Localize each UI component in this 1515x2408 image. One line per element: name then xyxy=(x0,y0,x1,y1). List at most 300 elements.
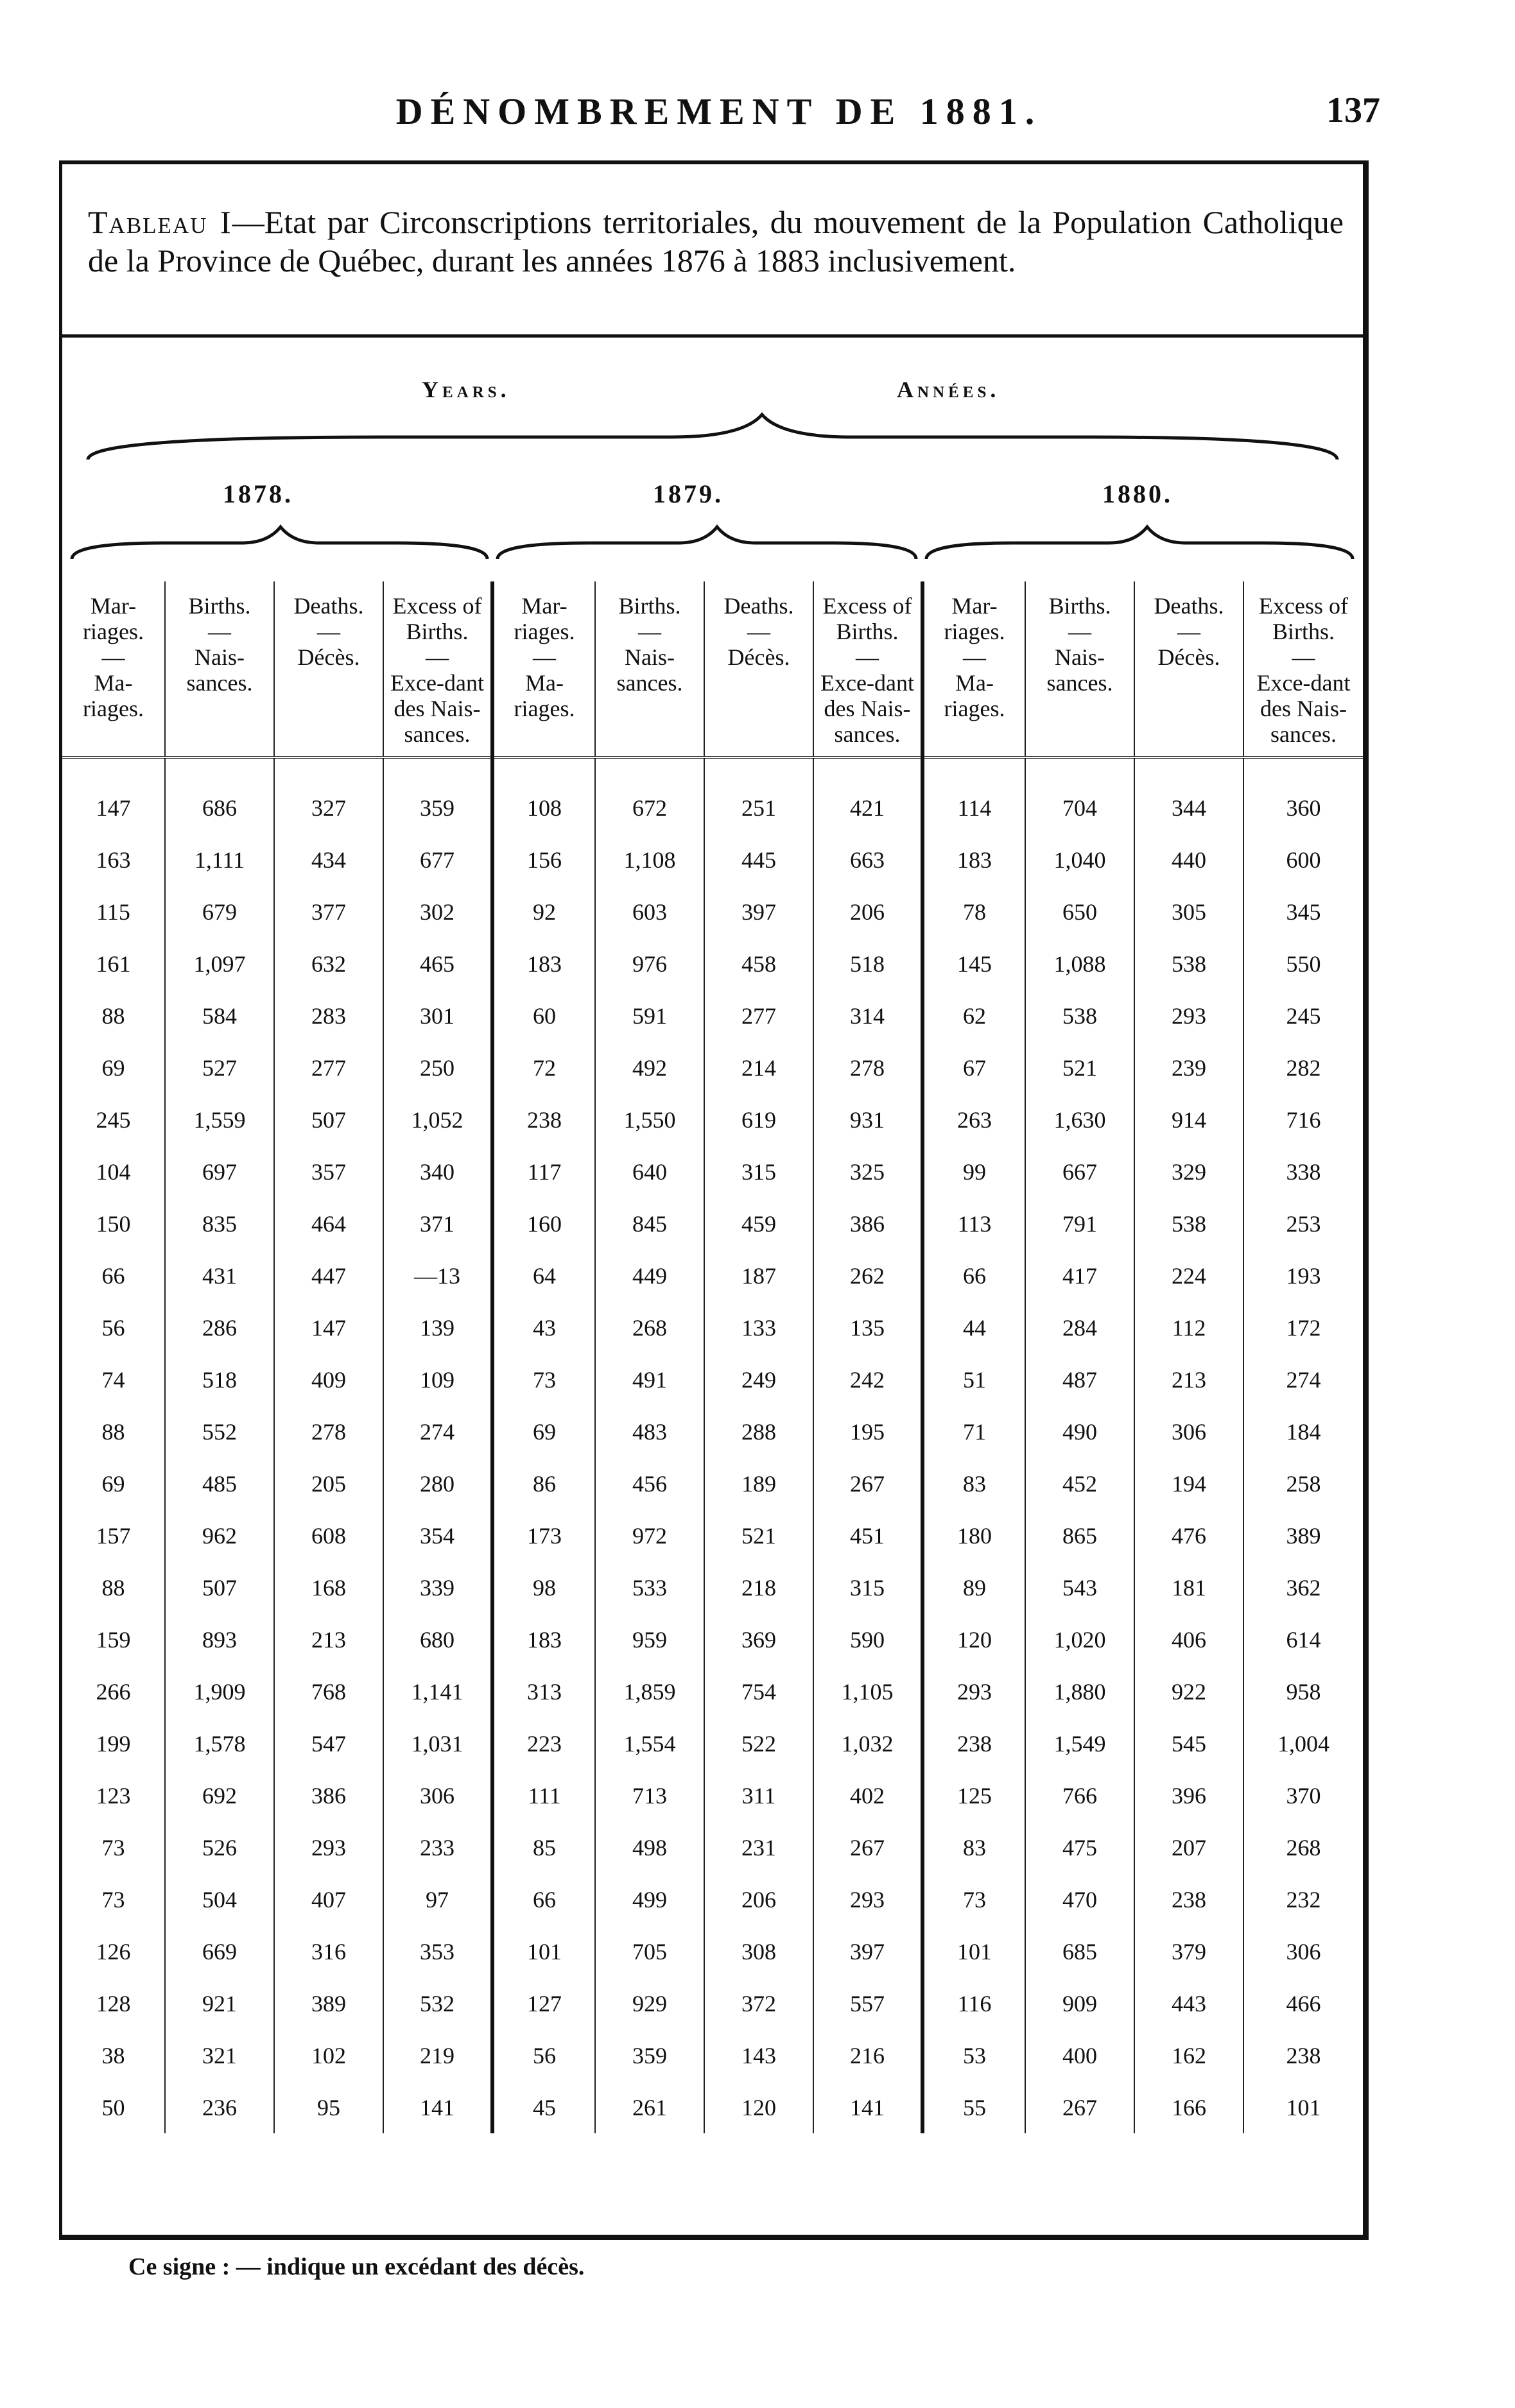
table-cell: 483 xyxy=(595,1406,704,1458)
table-cell: 245 xyxy=(62,1094,165,1146)
group-heading-annees: Années. xyxy=(897,377,1000,402)
table-cell: 491 xyxy=(595,1354,704,1406)
table-cell: 485 xyxy=(165,1458,274,1509)
table-cell: 71 xyxy=(922,1406,1025,1458)
table-cell: 108 xyxy=(492,757,595,834)
table-cell: 686 xyxy=(165,757,274,834)
table-cell: 258 xyxy=(1286,1470,1321,1497)
table-cell: 584 xyxy=(165,990,274,1042)
table-cell: 1,108 xyxy=(595,834,704,886)
table-cell: 632 xyxy=(274,938,383,990)
table-cell: 44 xyxy=(922,1302,1025,1354)
table-cell: 223 xyxy=(492,1717,595,1769)
table-cell: 143 xyxy=(704,2029,813,2081)
table-cell: 233 xyxy=(383,1821,492,1873)
table-cell: 120 xyxy=(922,1613,1025,1665)
table-cell: 619 xyxy=(704,1094,813,1146)
table-cell: 73 xyxy=(62,1821,165,1873)
table-cell: 677 xyxy=(383,834,492,886)
table-cell: 263 xyxy=(922,1094,1025,1146)
table-cell: 345 xyxy=(1286,899,1321,925)
table-cell: 600 xyxy=(1286,847,1321,873)
table-cell: 111 xyxy=(492,1769,595,1821)
table-cell: 145 xyxy=(922,938,1025,990)
table-cell: 958 xyxy=(1286,1678,1321,1705)
table-cell: 532 xyxy=(383,1977,492,2029)
table-cell: 452 xyxy=(1025,1458,1134,1509)
table-cell: 184 xyxy=(1286,1418,1321,1445)
table-cell: 286 xyxy=(165,1302,274,1354)
table-cell: 1,578 xyxy=(165,1717,274,1769)
table-cell: 1,111 xyxy=(165,834,274,886)
table-cell: 147 xyxy=(274,1302,383,1354)
table-row xyxy=(62,757,1363,834)
table-cell: 102 xyxy=(274,2029,383,2081)
table-cell: 98 xyxy=(492,1561,595,1613)
table-cell: 88 xyxy=(62,1406,165,1458)
table-cell: 250 xyxy=(383,1042,492,1094)
table-cell: 305 xyxy=(1134,886,1243,938)
table-cell: 56 xyxy=(492,2029,595,2081)
table-row xyxy=(62,1094,1363,1146)
table-cell: 213 xyxy=(274,1613,383,1665)
table-cell: 123 xyxy=(62,1769,165,1821)
table-cell: 120 xyxy=(704,2081,813,2133)
table-cell: 89 xyxy=(922,1561,1025,1613)
table-cell: 127 xyxy=(492,1977,595,2029)
table-cell: 421 xyxy=(813,757,922,834)
table-cell: 1,909 xyxy=(165,1665,274,1717)
caption-label: Tableau I xyxy=(88,204,232,240)
table-cell: 552 xyxy=(165,1406,274,1458)
table-cell: 251 xyxy=(704,757,813,834)
table-cell: 406 xyxy=(1134,1613,1243,1665)
table-cell: 498 xyxy=(595,1821,704,1873)
table-cell: 440 xyxy=(1134,834,1243,886)
table-cell: 60 xyxy=(492,990,595,1042)
table-cell: 238 xyxy=(1134,1873,1243,1925)
table-cell: 1,031 xyxy=(383,1717,492,1769)
table-row xyxy=(62,1302,1363,1354)
table-cell: 1,550 xyxy=(595,1094,704,1146)
table-cell: 557 xyxy=(813,1977,922,2029)
table-cell: 173 xyxy=(492,1509,595,1561)
table-cell: 370 xyxy=(1286,1782,1321,1809)
table-cell: 713 xyxy=(595,1769,704,1821)
table-cell: 921 xyxy=(165,1977,274,2029)
table-cell: 69 xyxy=(492,1406,595,1458)
table-cell: 95 xyxy=(274,2081,383,2133)
table-cell: 92 xyxy=(492,886,595,938)
group-heading-years: Years. xyxy=(422,377,510,402)
table-cell: 183 xyxy=(492,1613,595,1665)
table-row xyxy=(62,1354,1363,1406)
table-cell: 321 xyxy=(165,2029,274,2081)
table-cell: 504 xyxy=(165,1873,274,1925)
table-frame xyxy=(59,160,1369,2240)
table-cell: 213 xyxy=(1134,1354,1243,1406)
table-cell: 101 xyxy=(492,1925,595,1977)
table-cell: 236 xyxy=(165,2081,274,2133)
table-cell: 464 xyxy=(274,1198,383,1250)
table-cell: 262 xyxy=(813,1250,922,1302)
table-cell: 1,549 xyxy=(1025,1717,1134,1769)
table-cell: 522 xyxy=(704,1717,813,1769)
table-cell: 667 xyxy=(1025,1146,1134,1198)
table-cell: 377 xyxy=(274,886,383,938)
table-cell: 386 xyxy=(274,1769,383,1821)
table-cell: 545 xyxy=(1134,1717,1243,1769)
table-cell: 306 xyxy=(383,1769,492,1821)
table-cell: 114 xyxy=(922,757,1025,834)
year-heading-row xyxy=(62,479,1363,581)
table-cell: 172 xyxy=(1286,1314,1321,1341)
table-cell: 126 xyxy=(62,1925,165,1977)
table-cell: 141 xyxy=(383,2081,492,2133)
table-cell: 344 xyxy=(1134,757,1243,834)
table-cell: 357 xyxy=(274,1146,383,1198)
table-cell: 205 xyxy=(274,1458,383,1509)
table-cell: 325 xyxy=(813,1146,922,1198)
table-cell: 518 xyxy=(813,938,922,990)
col-header-excess-1880: Excess of Births. — Exce-dant des Nais-sances. xyxy=(1243,581,1363,757)
year-label-1878: 1878. xyxy=(223,479,293,508)
table-cell: 116 xyxy=(922,1977,1025,2029)
table-cell: 43 xyxy=(492,1302,595,1354)
year-braces xyxy=(62,479,1363,581)
table-cell: 443 xyxy=(1134,1977,1243,2029)
table-cell: 533 xyxy=(595,1561,704,1613)
table-cell: 327 xyxy=(274,757,383,834)
table-cell: 922 xyxy=(1134,1665,1243,1717)
table-cell: 157 xyxy=(62,1509,165,1561)
table-cell: 242 xyxy=(813,1354,922,1406)
table-cell: 679 xyxy=(165,886,274,938)
table-cell: 359 xyxy=(383,757,492,834)
col-header-births-1879: Births. — Nais-sances. xyxy=(595,581,704,757)
running-title: DÉNOMBREMENT DE 1881. xyxy=(395,90,1043,132)
table-cell: 62 xyxy=(922,990,1025,1042)
table-row xyxy=(62,1146,1363,1198)
table-cell: 386 xyxy=(813,1198,922,1250)
table-row xyxy=(62,1769,1363,1821)
table-cell: 104 xyxy=(62,1146,165,1198)
table-cell: 308 xyxy=(704,1925,813,1977)
table-cell: 672 xyxy=(595,757,704,834)
table-cell: 268 xyxy=(595,1302,704,1354)
table-cell: 1,630 xyxy=(1025,1094,1134,1146)
table-cell: 166 xyxy=(1134,2081,1243,2133)
table-cell: 187 xyxy=(704,1250,813,1302)
table-cell: 603 xyxy=(595,886,704,938)
table-cell: 527 xyxy=(165,1042,274,1094)
table-row xyxy=(62,834,1363,886)
table-cell: 490 xyxy=(1025,1406,1134,1458)
table-row xyxy=(62,1458,1363,1509)
column-header-row xyxy=(62,581,1363,757)
table-cell: 88 xyxy=(62,1561,165,1613)
table-cell: 543 xyxy=(1025,1561,1134,1613)
table-cell: 550 xyxy=(1286,950,1321,977)
table-cell: 195 xyxy=(813,1406,922,1458)
table-cell: 680 xyxy=(383,1613,492,1665)
table-cell: 716 xyxy=(1286,1106,1321,1133)
table-cell: 267 xyxy=(813,1821,922,1873)
table-cell: 526 xyxy=(165,1821,274,1873)
table-cell: 456 xyxy=(595,1458,704,1509)
table-cell: 640 xyxy=(595,1146,704,1198)
table-cell: 400 xyxy=(1025,2029,1134,2081)
col-header-marriages-1880: Mar-riages. — Ma-riages. xyxy=(922,581,1025,757)
table-cell: 1,105 xyxy=(813,1665,922,1717)
col-header-marriages-1878: Mar-riages. — Ma-riages. xyxy=(62,581,165,757)
table-cell: 50 xyxy=(62,2081,165,2133)
table-cell: 705 xyxy=(595,1925,704,1977)
table-row xyxy=(62,1821,1363,1873)
table-cell: 768 xyxy=(274,1665,383,1717)
population-table xyxy=(62,581,1363,2133)
table-cell: 238 xyxy=(492,1094,595,1146)
table-cell: —13 xyxy=(383,1250,492,1302)
table-cell: 249 xyxy=(704,1354,813,1406)
table-cell: 147 xyxy=(62,757,165,834)
table-cell: 268 xyxy=(1286,1834,1321,1861)
table-cell: 663 xyxy=(813,834,922,886)
col-header-births-1880: Births. — Nais-sances. xyxy=(1025,581,1134,757)
table-cell: 238 xyxy=(922,1717,1025,1769)
table-cell: 274 xyxy=(1286,1366,1321,1393)
table-cell: 278 xyxy=(274,1406,383,1458)
table-cell: 135 xyxy=(813,1302,922,1354)
table-row xyxy=(62,1198,1363,1250)
table-cell: 133 xyxy=(704,1302,813,1354)
year-label-1879: 1879. xyxy=(653,479,723,508)
table-cell: 38 xyxy=(62,2029,165,2081)
table-cell: 340 xyxy=(383,1146,492,1198)
table-cell: 302 xyxy=(383,886,492,938)
table-cell: 306 xyxy=(1134,1406,1243,1458)
table-cell: 476 xyxy=(1134,1509,1243,1561)
table-cell: 865 xyxy=(1025,1509,1134,1561)
table-cell: 650 xyxy=(1025,886,1134,938)
table-cell: 538 xyxy=(1134,1198,1243,1250)
table-row xyxy=(62,1042,1363,1094)
table-cell: 218 xyxy=(704,1561,813,1613)
table-cell: 181 xyxy=(1134,1561,1243,1613)
table-cell: 487 xyxy=(1025,1354,1134,1406)
table-cell: 402 xyxy=(813,1769,922,1821)
table-cell: 1,004 xyxy=(1277,1730,1329,1757)
table-cell: 409 xyxy=(274,1354,383,1406)
table-cell: 445 xyxy=(704,834,813,886)
col-header-marriages-1879: Mar-riages. — Ma-riages. xyxy=(492,581,595,757)
table-cell: 99 xyxy=(922,1146,1025,1198)
table-cell: 74 xyxy=(62,1354,165,1406)
table-cell: 245 xyxy=(1286,1002,1321,1029)
table-cell: 53 xyxy=(922,2029,1025,2081)
table-cell: 492 xyxy=(595,1042,704,1094)
table-cell: 231 xyxy=(704,1821,813,1873)
table-cell: 83 xyxy=(922,1458,1025,1509)
year-label-1880: 1880. xyxy=(1102,479,1173,508)
table-cell: 67 xyxy=(922,1042,1025,1094)
table-cell: 206 xyxy=(813,886,922,938)
table-cell: 150 xyxy=(62,1198,165,1250)
table-cell: 311 xyxy=(704,1769,813,1821)
table-cell: 141 xyxy=(813,2081,922,2133)
table-cell: 162 xyxy=(1134,2029,1243,2081)
col-header-excess-1879: Excess of Births. — Exce-dant des Nais-sances. xyxy=(813,581,922,757)
table-cell: 73 xyxy=(492,1354,595,1406)
footnote: Ce signe : — indique un excédant des décès. xyxy=(128,2253,585,2280)
table-cell: 458 xyxy=(704,938,813,990)
table-row xyxy=(62,1925,1363,1977)
table-cell: 69 xyxy=(62,1042,165,1094)
table-cell: 313 xyxy=(492,1665,595,1717)
group-brace xyxy=(62,376,1363,466)
table-cell: 791 xyxy=(1025,1198,1134,1250)
table-cell: 704 xyxy=(1025,757,1134,834)
table-cell: 909 xyxy=(1025,1977,1134,2029)
table-cell: 216 xyxy=(813,2029,922,2081)
table-cell: 362 xyxy=(1286,1574,1321,1601)
table-cell: 280 xyxy=(383,1458,492,1509)
table-cell: 1,040 xyxy=(1025,834,1134,886)
table-cell: 86 xyxy=(492,1458,595,1509)
table-row xyxy=(62,886,1363,938)
table-cell: 207 xyxy=(1134,1821,1243,1873)
table-cell: 962 xyxy=(165,1509,274,1561)
col-header-births-1878: Births. — Nais-sances. xyxy=(165,581,274,757)
table-row xyxy=(62,1406,1363,1458)
table-cell: 835 xyxy=(165,1198,274,1250)
table-cell: 183 xyxy=(492,938,595,990)
table-cell: 591 xyxy=(595,990,704,1042)
table-row xyxy=(62,1873,1363,1925)
table-cell: 163 xyxy=(62,834,165,886)
table-cell: 64 xyxy=(492,1250,595,1302)
table-cell: 685 xyxy=(1025,1925,1134,1977)
table-cell: 224 xyxy=(1134,1250,1243,1302)
table-cell: 284 xyxy=(1025,1302,1134,1354)
table-cell: 397 xyxy=(704,886,813,938)
page-number: 137 xyxy=(1326,90,1380,130)
table-cell: 238 xyxy=(1286,2042,1321,2068)
col-header-deaths-1878: Deaths. — Décès. xyxy=(274,581,383,757)
table-cell: 56 xyxy=(62,1302,165,1354)
table-cell: 66 xyxy=(922,1250,1025,1302)
table-cell: 931 xyxy=(813,1094,922,1146)
col-header-deaths-1879: Deaths. — Décès. xyxy=(704,581,813,757)
table-cell: 160 xyxy=(492,1198,595,1250)
table-cell: 1,141 xyxy=(383,1665,492,1717)
table-cell: 396 xyxy=(1134,1769,1243,1821)
table-cell: 83 xyxy=(922,1821,1025,1873)
table-cell: 117 xyxy=(492,1146,595,1198)
table-cell: 156 xyxy=(492,834,595,886)
table-cell: 669 xyxy=(165,1925,274,1977)
table-cell: 434 xyxy=(274,834,383,886)
table-cell: 219 xyxy=(383,2029,492,2081)
table-cell: 338 xyxy=(1286,1158,1321,1185)
table-cell: 109 xyxy=(383,1354,492,1406)
table-cell: 306 xyxy=(1286,1938,1321,1965)
table-cell: 449 xyxy=(595,1250,704,1302)
table-cell: 507 xyxy=(165,1561,274,1613)
table-row xyxy=(62,1977,1363,2029)
table-cell: 1,559 xyxy=(165,1094,274,1146)
table-cell: 692 xyxy=(165,1769,274,1821)
table-cell: 417 xyxy=(1025,1250,1134,1302)
caption-text: —Etat par Circonscriptions territoriales, du mouvement de la Population Catholique de la Province de Québec, durant les années 1876 à 1883 inclusivement. xyxy=(88,204,1344,279)
table-cell: 277 xyxy=(274,1042,383,1094)
table-cell: 614 xyxy=(1286,1626,1321,1653)
page-header xyxy=(64,90,1380,141)
table-cell: 125 xyxy=(922,1769,1025,1821)
table-cell: 293 xyxy=(813,1873,922,1925)
table-cell: 88 xyxy=(62,990,165,1042)
table-row xyxy=(62,2081,1363,2133)
table-cell: 301 xyxy=(383,990,492,1042)
table-cell: 97 xyxy=(383,1873,492,1925)
table-cell: 51 xyxy=(922,1354,1025,1406)
table-cell: 754 xyxy=(704,1665,813,1717)
table-cell: 972 xyxy=(595,1509,704,1561)
table-cell: 407 xyxy=(274,1873,383,1925)
table-cell: 339 xyxy=(383,1561,492,1613)
table-cell: 316 xyxy=(274,1925,383,1977)
table-cell: 180 xyxy=(922,1509,1025,1561)
table-cell: 282 xyxy=(1286,1054,1321,1081)
table-row xyxy=(62,1509,1363,1561)
table-cell: 697 xyxy=(165,1146,274,1198)
table-row xyxy=(62,990,1363,1042)
table-cell: 78 xyxy=(922,886,1025,938)
col-header-excess-1878: Excess of Births. — Exce-dant des Nais-sances. xyxy=(383,581,492,757)
table-cell: 389 xyxy=(1286,1522,1321,1549)
table-cell: 354 xyxy=(383,1509,492,1561)
table-cell: 85 xyxy=(492,1821,595,1873)
table-cell: 193 xyxy=(1286,1262,1321,1289)
table-cell: 199 xyxy=(62,1717,165,1769)
table-cell: 1,020 xyxy=(1025,1613,1134,1665)
table-row xyxy=(62,2029,1363,2081)
table-cell: 253 xyxy=(1286,1210,1321,1237)
table-cell: 315 xyxy=(813,1561,922,1613)
table-cell: 379 xyxy=(1134,1925,1243,1977)
table-cell: 389 xyxy=(274,1977,383,2029)
table-cell: 66 xyxy=(492,1873,595,1925)
table-cell: 267 xyxy=(1025,2081,1134,2133)
table-cell: 283 xyxy=(274,990,383,1042)
table-cell: 929 xyxy=(595,1977,704,2029)
table-cell: 372 xyxy=(704,1977,813,2029)
table-cell: 73 xyxy=(62,1873,165,1925)
table-cell: 369 xyxy=(704,1613,813,1665)
table-cell: 112 xyxy=(1134,1302,1243,1354)
table-cell: 73 xyxy=(922,1873,1025,1925)
table-cell: 293 xyxy=(922,1665,1025,1717)
col-header-deaths-1880: Deaths. — Décès. xyxy=(1134,581,1243,757)
table-row xyxy=(62,1561,1363,1613)
table-cell: 547 xyxy=(274,1717,383,1769)
table-cell: 315 xyxy=(704,1146,813,1198)
table-cell: 459 xyxy=(704,1198,813,1250)
table-cell: 267 xyxy=(813,1458,922,1509)
table-cell: 371 xyxy=(383,1198,492,1250)
table-cell: 465 xyxy=(383,938,492,990)
table-cell: 66 xyxy=(62,1250,165,1302)
